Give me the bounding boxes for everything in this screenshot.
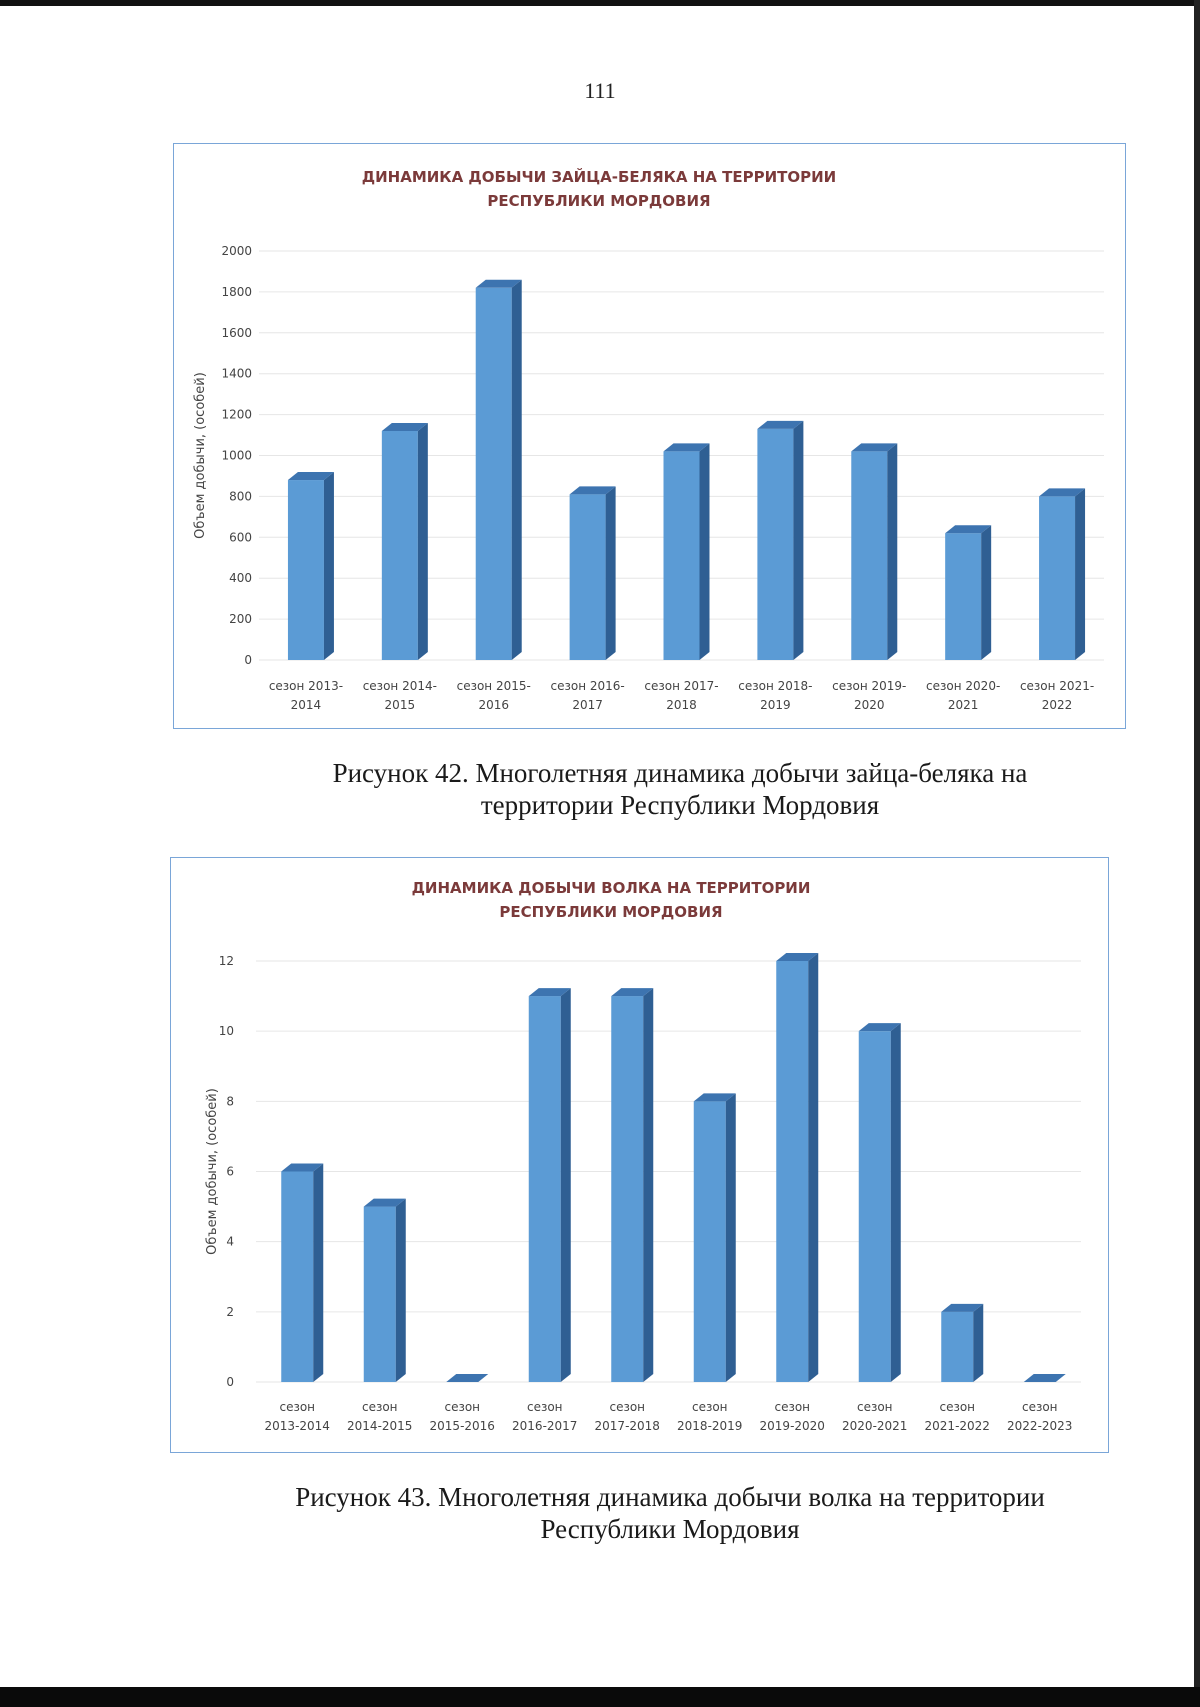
x-tick-label: 2022-2023 xyxy=(1007,1419,1073,1433)
caption-line: Рисунок 42. Многолетняя динамика добычи зайца-беляка на xyxy=(332,758,1028,788)
bar-front xyxy=(664,451,700,660)
bar-front xyxy=(476,288,512,660)
x-tick-label: сезон xyxy=(279,1400,316,1414)
bar xyxy=(757,421,803,660)
bar-front xyxy=(776,961,808,1382)
x-tick-label: сезон 2017- xyxy=(644,679,719,693)
y-tick-label: 400 xyxy=(229,571,252,586)
bar xyxy=(941,1304,983,1382)
chart-title-line: ДИНАМИКА ДОБЫЧИ ЗАЙЦА-БЕЛЯКА НА ТЕРРИТОРИИ xyxy=(361,168,837,186)
bar-side xyxy=(606,486,616,660)
bar xyxy=(476,280,522,660)
bar xyxy=(859,1023,901,1382)
x-tick-label: сезон xyxy=(526,1400,563,1414)
y-tick-label: 800 xyxy=(229,489,252,504)
bar xyxy=(281,1164,323,1383)
x-tick-label: 2015-2016 xyxy=(429,1419,495,1433)
y-tick-label: 2 xyxy=(226,1304,234,1319)
bar-side xyxy=(973,1304,983,1382)
bar-front xyxy=(288,480,324,660)
x-tick-label: 2021 xyxy=(947,698,979,712)
bar xyxy=(364,1199,406,1382)
x-tick-label: сезон 2020- xyxy=(926,679,1001,693)
y-tick-label: 600 xyxy=(229,530,252,545)
page-edge-right xyxy=(1194,0,1200,1707)
chart-title-line: РЕСПУБЛИКИ МОРДОВИЯ xyxy=(499,903,723,921)
bar-side xyxy=(1075,488,1085,660)
x-tick-label: сезон 2018- xyxy=(738,679,813,693)
y-tick-label: 8 xyxy=(226,1094,234,1109)
x-tick-label: сезон xyxy=(1021,1400,1058,1414)
bar-front xyxy=(945,533,981,660)
bar xyxy=(611,988,653,1382)
caption-line: территории Республики Мордовия xyxy=(480,790,880,820)
y-tick-label: 4 xyxy=(226,1234,234,1249)
chart-hare-svg xyxy=(174,144,1125,728)
bar-front xyxy=(757,429,793,660)
bar-front xyxy=(859,1031,891,1382)
bar xyxy=(382,423,428,660)
x-tick-label: сезон xyxy=(361,1400,398,1414)
bar-front xyxy=(382,431,418,660)
bar xyxy=(529,988,571,1382)
x-tick-label: сезон 2014- xyxy=(362,679,437,693)
bar xyxy=(664,443,710,660)
bar-front xyxy=(941,1312,973,1382)
bar-front xyxy=(281,1172,313,1383)
bar xyxy=(570,486,616,660)
bar-front xyxy=(529,996,561,1382)
chart-wolf-harvest xyxy=(170,857,1109,1453)
bar-top xyxy=(1024,1374,1066,1382)
bar-front xyxy=(694,1101,726,1382)
x-tick-label: сезон xyxy=(939,1400,976,1414)
y-tick-label: 0 xyxy=(226,1375,234,1389)
x-tick-label: сезон xyxy=(609,1400,646,1414)
x-tick-label: 2020-2021 xyxy=(842,1419,908,1433)
y-tick-label: 1600 xyxy=(221,325,252,340)
bar xyxy=(446,1374,488,1382)
bar-side xyxy=(793,421,803,660)
y-tick-label: 10 xyxy=(218,1024,234,1039)
bar-side xyxy=(643,988,653,1382)
bar-side xyxy=(396,1199,406,1382)
bar-side xyxy=(700,443,710,660)
page-number: 111 xyxy=(584,78,616,103)
x-tick-label: 2021-2022 xyxy=(924,1419,990,1433)
bar xyxy=(1039,488,1085,660)
x-tick-label: сезон xyxy=(774,1400,811,1414)
x-tick-label: сезон 2021- xyxy=(1019,679,1095,693)
x-tick-label: 2015 xyxy=(384,698,416,712)
x-tick-label: 2016 xyxy=(478,698,509,712)
bar-front xyxy=(611,996,643,1382)
bar xyxy=(776,953,818,1382)
bar-side xyxy=(891,1023,901,1382)
bar-front xyxy=(851,451,887,660)
x-tick-label: сезон 2013- xyxy=(268,679,344,693)
x-tick-label: 2016-2017 xyxy=(512,1419,578,1433)
page-edge-bottom xyxy=(0,1687,1200,1707)
figure-43-caption xyxy=(260,1481,1080,1545)
x-tick-label: сезон xyxy=(691,1400,728,1414)
y-tick-label: 1200 xyxy=(221,407,252,422)
x-tick-label: 2013-2014 xyxy=(264,1419,330,1433)
y-tick-label: 12 xyxy=(218,954,234,968)
x-tick-label: 2018-2019 xyxy=(677,1419,743,1433)
bar xyxy=(288,472,334,660)
x-tick-label: 2022 xyxy=(1041,698,1073,712)
bar-side xyxy=(726,1093,736,1382)
x-tick-label: 2020 xyxy=(854,698,885,712)
x-tick-label: 2014 xyxy=(290,698,322,712)
x-tick-label: сезон xyxy=(856,1400,893,1414)
y-tick-label: 1400 xyxy=(221,366,252,381)
x-tick-label: сезон 2015- xyxy=(456,679,531,693)
bar-side xyxy=(561,988,571,1382)
x-tick-label: сезон xyxy=(444,1400,481,1414)
x-tick-label: 2014-2015 xyxy=(347,1419,413,1433)
x-tick-label: 2017-2018 xyxy=(594,1419,660,1433)
x-tick-label: 2019 xyxy=(760,698,791,712)
y-axis-label: Объем добычи, (особей) xyxy=(205,1088,220,1255)
chart-wolf-svg xyxy=(171,858,1108,1452)
bar xyxy=(851,443,897,660)
y-tick-label: 6 xyxy=(226,1164,234,1179)
x-tick-label: 2017 xyxy=(572,698,603,712)
bar-side xyxy=(418,423,428,660)
y-tick-label: 200 xyxy=(229,612,252,627)
bar-side xyxy=(313,1164,323,1383)
bar-side xyxy=(324,472,334,660)
x-tick-label: 2019-2020 xyxy=(759,1419,825,1433)
x-tick-label: 2018 xyxy=(666,698,697,712)
chart-title-line: РЕСПУБЛИКИ МОРДОВИЯ xyxy=(487,192,711,210)
bar-front xyxy=(570,494,606,660)
bar-side xyxy=(887,443,897,660)
bar-side xyxy=(981,525,991,660)
bar xyxy=(694,1093,736,1382)
figure-42-caption xyxy=(300,757,1060,821)
x-tick-label: сезон 2019- xyxy=(832,679,907,693)
x-tick-label: сезон 2016- xyxy=(550,679,625,693)
bar-top xyxy=(446,1374,488,1382)
caption-line: Рисунок 43. Многолетняя динамика добычи волка на территории xyxy=(295,1482,1045,1512)
caption-line: Республики Мордовия xyxy=(540,1514,800,1544)
y-axis-label: Объем добычи, (особей) xyxy=(193,372,208,539)
bar-front xyxy=(1039,496,1075,660)
y-tick-label: 1800 xyxy=(221,284,252,299)
bar-front xyxy=(364,1207,396,1382)
bar xyxy=(1024,1374,1066,1382)
chart-title-line: ДИНАМИКА ДОБЫЧИ ВОЛКА НА ТЕРРИТОРИИ xyxy=(411,879,811,897)
bar xyxy=(945,525,991,660)
bar-side xyxy=(512,280,522,660)
y-tick-label: 0 xyxy=(244,653,252,667)
y-tick-label: 1000 xyxy=(221,448,252,463)
bar-side xyxy=(808,953,818,1382)
y-tick-label: 2000 xyxy=(221,244,252,258)
chart-hare-harvest xyxy=(173,143,1126,729)
page-edge-top xyxy=(0,0,1200,6)
